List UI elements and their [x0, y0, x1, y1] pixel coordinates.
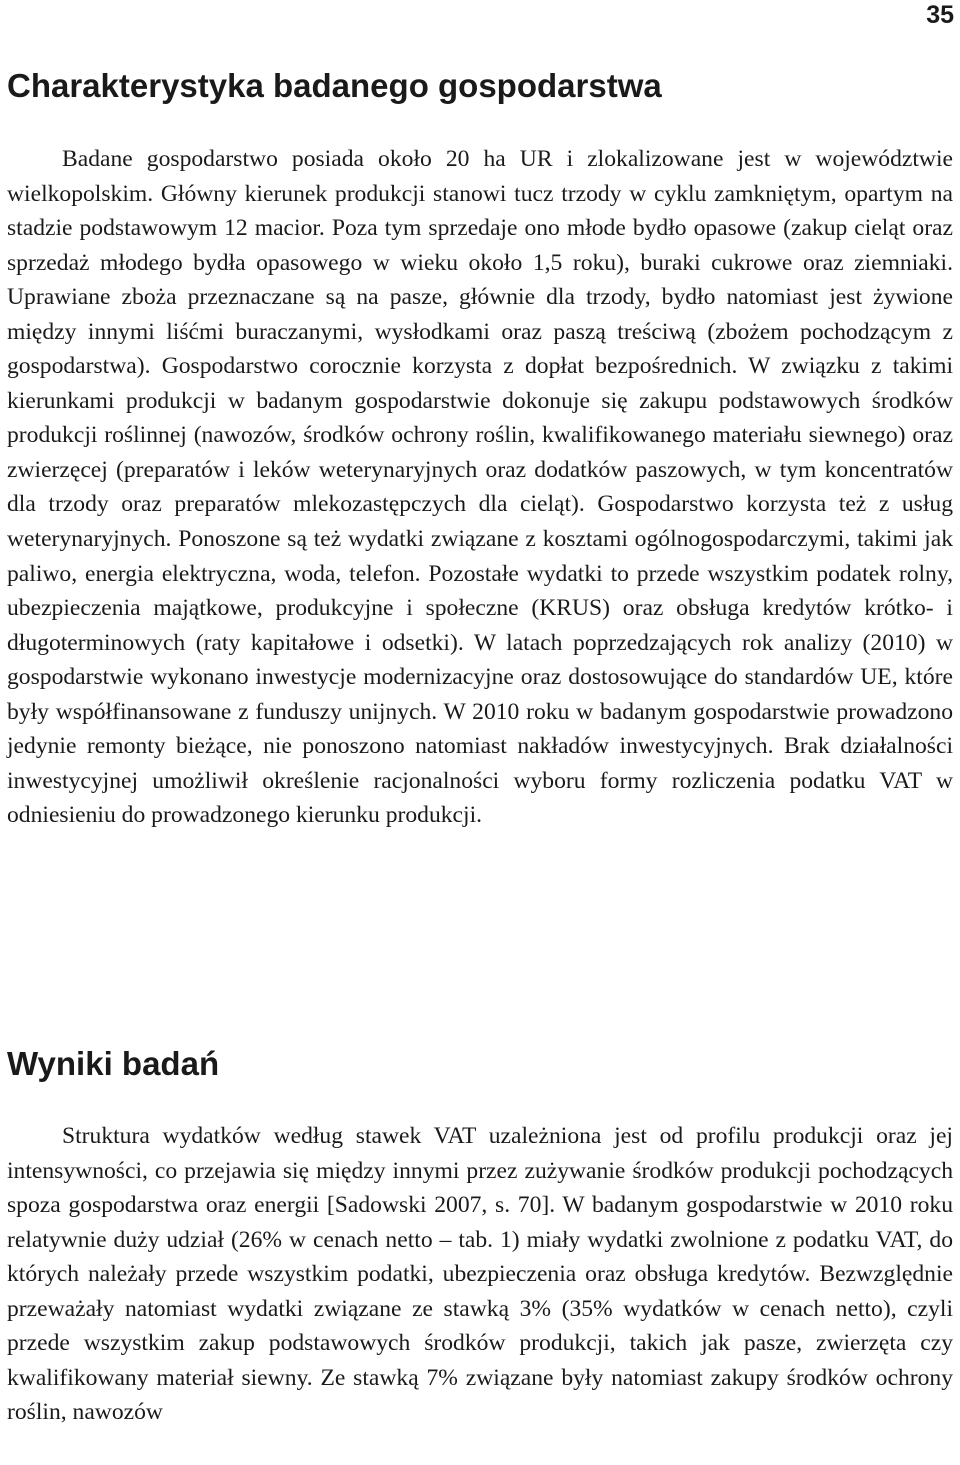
- section-heading-farm-characteristics: Charakterystyka badanego gospodarstwa: [7, 67, 662, 104]
- body-paragraph-results: Struktura wydatków według stawek VAT uzależniona jest od profilu produkcji oraz jej intensywności, co przejawia się między innymi przez zużywanie środków produkcji pochodzących spoza gospodarstwa oraz energii [Sadowski 2007, s. 70]. W badanym gospodarstwie w 2010 roku relatywnie duży udział (26% w cenach netto – tab. 1) miały wydatki zwolnione z podatku VAT, do których należały przede wszystkim podatki, ubezpieczenia oraz obsługa kredytów. Bezwzględnie przeważały natomiast wydatki związane ze stawką 3% (35% wydatków w cenach netto), czyli przede wszystkim zakup podstawowych środków produkcji, takich jak pasze, zwierzęta czy kwalifikowany materiał siewny. Ze stawką 7% związane były natomiast zakupy środków ochrony roślin, nawozów: [7, 1123, 953, 1426]
- page-number: 35: [926, 1, 954, 29]
- section-heading-results: Wyniki badań: [7, 1045, 220, 1082]
- body-paragraph-farm-characteristics: Badane gospodarstwo posiada około 20 ha UR i zlokalizowane jest w województwie wielkopolskim. Główny kierunek produkcji stanowi tucz trzody w cyklu zamkniętym, opartym na stadzie podstawowym 12 macior. Poza tym sprzedaje ono młode bydło opasowe (zakup cieląt oraz sprzedaż młodego bydła opasowego w wieku około 1,5 roku), buraki cukrowe oraz ziemniaki. Uprawiane zboża przeznaczane są na pasze, głównie dla trzody, bydło natomiast jest żywione między innymi liśćmi buraczanymi, wysłodkami oraz paszą treściwą (zbożem pochodzącym z gospodarstwa). Gospodarstwo corocznie korzysta z dopłat bezpośrednich. W związku z takimi kierunkami produkcji w badanym gospodarstwie dokonuje się zakupu podstawowych środków produkcji roślinnej (nawozów, środków ochrony roślin, kwalifikowanego materiału siewnego) oraz zwierzęcej (preparatów i leków weterynaryjnych oraz dodatków paszowych, w tym koncentratów dla trzody oraz preparatów mlekozastępczych dla cieląt). Gospodarstwo korzysta też z usług weterynaryjnych. Ponoszone są też wydatki związane z kosztami ogólnogospodarczymi, takimi jak paliwo, energia elektryczna, woda, telefon. Pozostałe wydatki to przede wszystkim podatek rolny, ubezpieczenia majątkowe, produkcyjne i społeczne (KRUS) oraz obsługa kredytów krótko- i długoterminowych (raty kapitałowe i odsetki). W latach poprzedzających rok analizy (2010) w gospodarstwie wykonano inwestycje modernizacyjne oraz dostosowujące do standardów UE, które były współfinansowane z funduszy unijnych. W 2010 roku w badanym gospodarstwie prowadzono jedynie remonty bieżące, nie ponoszono natomiast nakładów inwestycyjnych. Brak działalności inwestycyjnej umożliwił określenie racjonalności wyboru formy rozliczenia podatku VAT w odniesieniu do prowadzonego kierunku produkcji.: [7, 146, 953, 829]
